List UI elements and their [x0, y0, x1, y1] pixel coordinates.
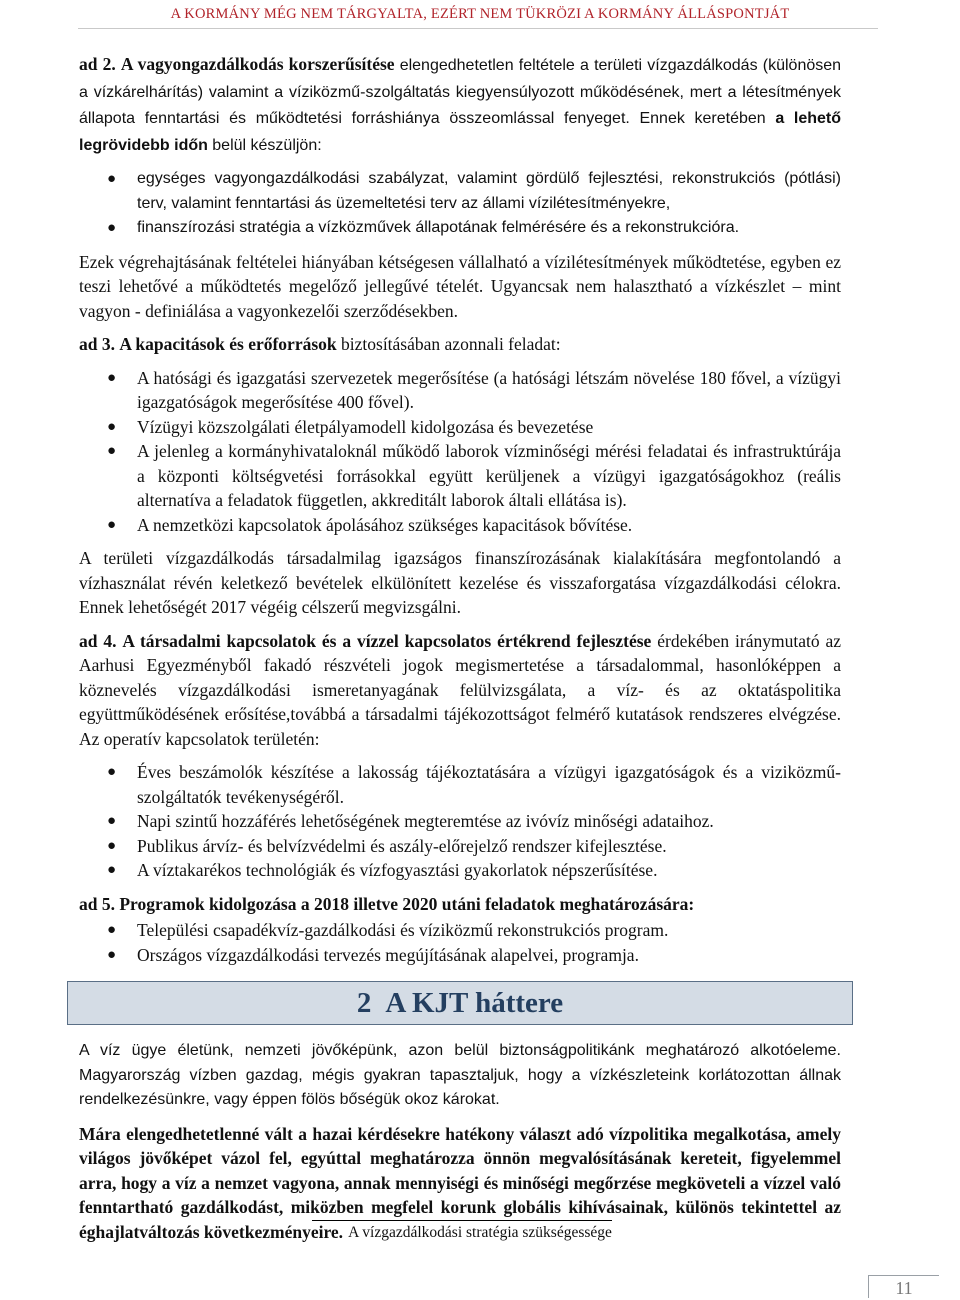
bullet-icon: ●: [107, 862, 117, 878]
ad2-closing: Ezek végrehajtásának feltételei hiányában kétségesen vállalható a vízilétesítmények működtetése, egyben ez teszi lehetővé a működtetés megelőző jellegűvé tételét. Ugyancsak nem halasztható a vízkészlet – mint vagyon - definiálása a vagyonkezelői szerződésekben.: [79, 251, 841, 321]
ad3-intro: biztosításában azonnali feladat:: [341, 334, 561, 354]
draft-disclaimer-header: A KORMÁNY MÉG NEM TÁRGYALTA, EZÉRT NEM TÜKRÖZI A KORMÁNY ÁLLÁSPONTJÁT: [170, 6, 790, 22]
list-item: ● Publikus árvíz- és belvízvédelmi és aszály-előrejelző rendszer kifejlesztése.: [79, 834, 841, 859]
bullet-icon: ●: [107, 837, 117, 854]
ad5-bullet-list: [79, 918, 841, 967]
bullet-icon: ●: [107, 443, 117, 459]
bullet-icon: ●: [107, 418, 117, 435]
bullet-icon: ●: [107, 922, 117, 938]
list-item: ● A nemzetközi kapcsolatok ápolásához szükséges kapacitások bővítése.: [79, 513, 841, 538]
ad3-bullet-list: [79, 366, 841, 538]
ad2-paragraph: [79, 52, 841, 158]
ad4-bullet-list: [79, 760, 841, 883]
bullet-icon: ●: [107, 516, 117, 533]
bullet-icon: ●: [107, 813, 117, 829]
ad2-bullet-list: [79, 167, 841, 241]
ad2-title: A vagyongazdálkodás korszerűsítése: [120, 54, 395, 74]
section-number: 2: [356, 987, 372, 1019]
bullet-icon: ●: [107, 219, 117, 236]
page-number: 11: [868, 1275, 939, 1298]
bullet-icon: ●: [107, 946, 117, 963]
ad2-label: ad 2.: [79, 54, 116, 74]
list-item: ● A hatósági és igazgatási szervezetek megerősítése (a hatósági létszám növelése 180 fővel, a vízügyi igazgatóságok megerősítése 400 fővel).: [107, 367, 841, 412]
ad2-intro: elengedhetetlen feltétele a területi vízgazdálkodás (különösen a vízkárelhárítás) valamint a víziközmű-szolgáltatás kiegyensúlyozott működésének, mert a létesítmények állapota fenntartási és működtetési forráshiánya összeomlással fenyeget.: [79, 57, 842, 127]
ad3-paragraph: [79, 332, 841, 357]
list-item: ● finanszírozási stratégia a vízközművek állapotának felmérésére és a rekonstrukcióra.: [79, 216, 841, 241]
list-item: ● A víztakarékos technológiák és vízfogyasztási gyakorlatok népszerűsítése.: [79, 858, 841, 883]
ad5-label: ad 5.: [79, 893, 115, 914]
bullet-icon: ●: [107, 369, 117, 386]
list-item: ● Vízügyi közszolgálati életpályamodell kidolgozása és bevezetése: [79, 415, 841, 440]
list-item: ● Országos vízgazdálkodási tervezés megújításának alapelvei, programja.: [79, 943, 841, 968]
list-item: ● egységes vagyongazdálkodási szabályzat, valamint gördülő fejlesztési, rekonstrukciós (pótlási) terv, valamint fenntartási ás üzemeltetési terv az állami vízilétesítményekre,: [79, 167, 841, 216]
list-item: ● Települési csapadékvíz-gazdálkodási és víziközmű rekonstrukciós program.: [79, 918, 841, 943]
footer-divider: [312, 1220, 612, 1221]
ad3-label: ad 3.: [79, 334, 115, 354]
list-item: ● Éves beszámolók készítése a lakosság tájékoztatására a vízügyi igazgatóságok és a viziközmű-szolgáltatók tevékenységéről.: [107, 762, 841, 807]
section-heading: [67, 981, 853, 1025]
bullet-icon: ●: [107, 170, 117, 187]
ad4-intro: érdekében iránymutató az Aarhusi Egyezményből fakadó részvételi jogok megismertetése a társadalommal, hasonlóképpen a köznevelés vízgazdálkodási ismeretanyagának felülvizsgálata, a víz- és az oktatáspolitika együttműködésének erősítése,továbbá a társadalmi tájékozottságot felmérő kutatások rendszeres elvégzése. Az operatív kapcsolatok területén:: [79, 630, 842, 749]
section-paragraph: A víz ügye életünk, nemzeti jövőképünk, azon belül biztonságpolitikánk meghatározó alkotóeleme. Magyarország vízben gazdag, mégis gyakran tapasztaljuk, hogy a vízkészleteink korlátozottan állnak rendelkezésünkre, vagy éppen fölös bőségük okoz károkat.: [79, 1042, 841, 1108]
ad4-paragraph: [79, 629, 841, 752]
header-divider: [78, 28, 878, 29]
ad2-sentence-bold: a lehető legrövidebb időn: [79, 110, 842, 154]
ad4-title: A társadalmi kapcsolatok és a vízzel kapcsolatos értékrend fejlesztése: [122, 630, 652, 651]
footer-title: A vízgazdálkodási stratégia szükségessége: [348, 1224, 612, 1241]
ad2-sentence-end: belül készüljön:: [212, 136, 322, 154]
list-item: ● A jelenleg a kormányhivataloknál működő laborok vízminőségi mérési feladatai és infrastruktúrája a központi költségvetési forrásokkal együtt kerüljenek a vízügyi igazgatóságokhoz (reális alternatíva a feladatok független, akkreditált laborok általi ellátása is).: [107, 441, 841, 510]
ad5-paragraph: [79, 892, 841, 917]
section-bold-paragraph: Mára elengedhetetlenné vált a hazai kérdésekre hatékony választ adó vízpolitika megalkotása, amely világos jövőképet vázol fel, egyúttal meghatározza önnön megvalósításának kereteit, figyelemmel arra, hogy a víz a nemzet vagyona, annak mennyiségi és minőségi megőrzése megköveteli a vízzel való fenntartható gazdálkodást, miközben megfelel korunk globális kihívásainak, különös tekintettel az éghajlatváltozás következményeire.: [79, 1123, 841, 1242]
ad3-title: A kapacitások és erőforrások: [119, 334, 337, 354]
ad3-closing: A területi vízgazdálkodás társadalmilag igazságos finanszírozásának kialakítására megfontolandó a vízhasználat révén keletkező bevételek elkülönített kezelése és visszaforgatása vízgazdálkodási célokra. Ennek lehetőségét 2017 végéig célszerű megvizsgálni.: [79, 548, 841, 617]
ad2-sentence-start: Ennek keretében: [639, 110, 766, 127]
ad4-label: ad 4.: [79, 630, 117, 651]
ad5-title: Programok kidolgozása a 2018 illetve 2020 utáni feladatok meghatározására:: [119, 893, 695, 914]
page-content: [79, 52, 841, 1253]
section-title: A KJT háttere: [385, 987, 564, 1019]
bullet-icon: ●: [107, 764, 117, 780]
list-item: ● Napi szintű hozzáférés lehetőségének megteremtése az ivóvíz minőségi adataihoz.: [79, 809, 841, 834]
